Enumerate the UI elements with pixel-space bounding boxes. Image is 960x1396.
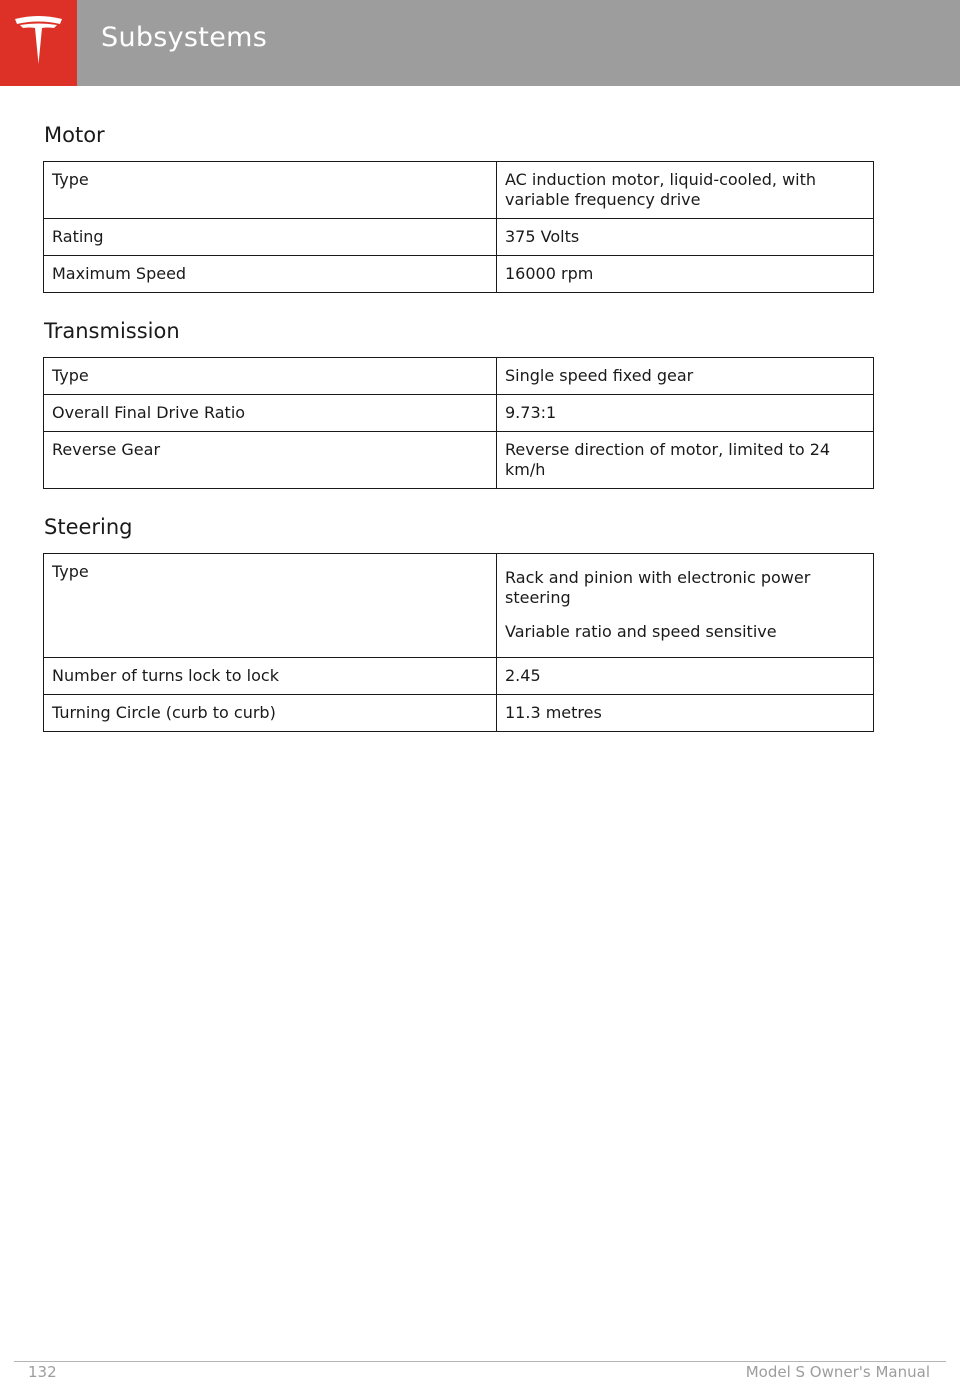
motor-table xyxy=(43,161,874,293)
page-title: Subsystems xyxy=(101,22,268,53)
table-row xyxy=(44,358,874,395)
table-row xyxy=(44,695,874,732)
row-label: Turning Circle (curb to curb) xyxy=(44,695,497,732)
row-label: Maximum Speed xyxy=(44,256,497,293)
table-row xyxy=(44,658,874,695)
row-value: 9.73:1 xyxy=(497,395,874,432)
table-row xyxy=(44,432,874,489)
transmission-table xyxy=(43,357,874,489)
row-value: 375 Volts xyxy=(497,219,874,256)
steering-table xyxy=(43,553,874,732)
row-value-line: Variable ratio and speed sensitive xyxy=(505,622,777,641)
tesla-logo-icon xyxy=(12,16,65,66)
row-value: Single speed fixed gear xyxy=(497,358,874,395)
table-row xyxy=(44,395,874,432)
section-title-steering: Steering xyxy=(44,515,133,539)
row-label: Type xyxy=(44,162,497,219)
table-row xyxy=(44,162,874,219)
row-value: AC induction motor, liquid-cooled, with variable frequency drive xyxy=(497,162,874,219)
row-value: 2.45 xyxy=(497,658,874,695)
row-value: Reverse direction of motor, limited to 24 km/h xyxy=(497,432,874,489)
row-value xyxy=(497,554,874,658)
row-label: Type xyxy=(44,554,497,658)
row-value: 11.3 metres xyxy=(497,695,874,732)
manual-title: Model S Owner's Manual xyxy=(745,1363,930,1381)
row-label: Rating xyxy=(44,219,497,256)
section-title-motor: Motor xyxy=(44,123,105,147)
row-label: Type xyxy=(44,358,497,395)
row-label: Reverse Gear xyxy=(44,432,497,489)
logo-box xyxy=(0,0,77,86)
table-row xyxy=(44,256,874,293)
table-row xyxy=(44,219,874,256)
table-row xyxy=(44,554,874,658)
page-number: 132 xyxy=(28,1363,57,1381)
section-title-transmission: Transmission xyxy=(44,319,180,343)
row-label: Overall Final Drive Ratio xyxy=(44,395,497,432)
row-label: Number of turns lock to lock xyxy=(44,658,497,695)
row-value-line: Rack and pinion with electronic power steering xyxy=(505,568,811,607)
footer-divider xyxy=(14,1361,946,1362)
row-value: 16000 rpm xyxy=(497,256,874,293)
